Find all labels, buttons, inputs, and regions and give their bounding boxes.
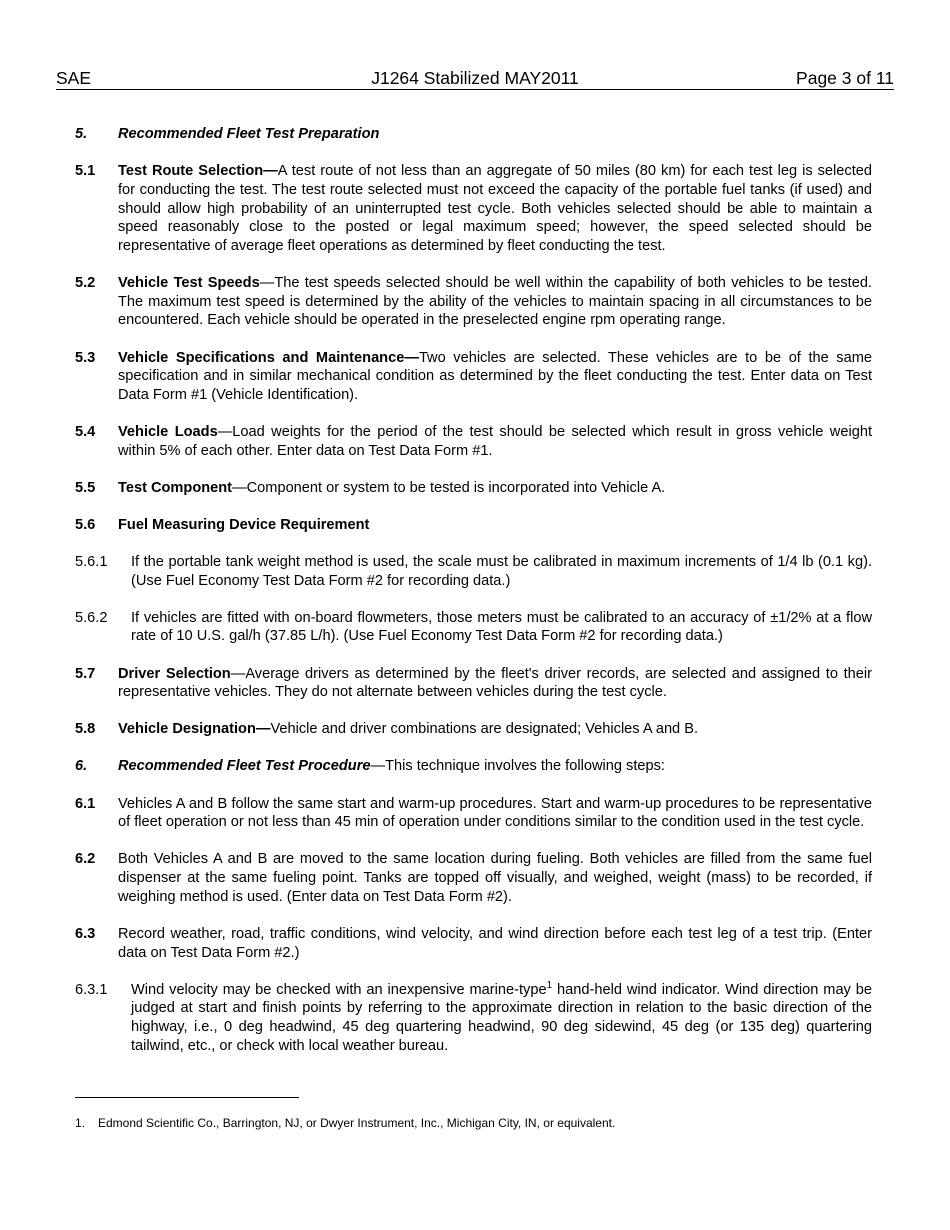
- section-text: Wind velocity may be checked with an inexpensive marine-type: [131, 981, 547, 998]
- section-5-4: [75, 423, 872, 460]
- footnote-number: 1.: [75, 1116, 86, 1130]
- section-6-1: [75, 795, 872, 832]
- section-text: If the portable tank weight method is used, the scale must be calibrated in maximum increments of 1/4 lb (0.1 kg). (Use Fuel Economy Test Data Form #2 for recording data.): [131, 553, 872, 589]
- section-number: 5.7: [75, 665, 96, 682]
- section-5-6: [75, 516, 872, 535]
- section-text: —The test speeds selected should be well within the capability of both vehicles to be tested. The maximum test speed is determined by the ability of the vehicles to maintain spacing in all circumstances to be encountered. Each vehicle should be operated in the preselected engine rpm operating range.: [118, 275, 873, 329]
- section-text: Vehicles A and B follow the same start and warm-up procedures. Start and warm-up procedures to be representative of fleet operation or not less than 45 min of operation under conditions similar to the condition used in the test cycle.: [118, 795, 872, 831]
- section-text: Vehicle and driver combinations are designated; Vehicles A and B.: [270, 721, 699, 738]
- section-number: 5.6.1: [75, 553, 108, 570]
- page-header: [56, 67, 894, 90]
- section-title: Recommended Fleet Test Preparation: [118, 126, 380, 142]
- section-text: —Load weights for the period of the test should be selected which result in gross vehicle weight within 5% of each other. Enter data on Test Data Form #1.: [118, 424, 872, 459]
- header-doc-id: J1264 Stabilized MAY2011: [371, 68, 579, 88]
- section-number: 5.3: [75, 349, 96, 366]
- section-6-3-1: [75, 981, 872, 1056]
- section-title: Driver Selection: [118, 665, 231, 682]
- section-title: Test Route Selection—: [118, 163, 278, 180]
- section-text-continued: hand-held wind indicator. Wind direction may be judged at start and finish points by referring to the approximate direction in relation to the basic direction of the highway, i.e., 0 deg headwind, 45 deg quartering headwind, 90 deg sidewind, 45 deg (or 135 deg) quartering tailwind, etc., or check with local weather bureau.: [131, 981, 872, 1054]
- section-5-7: [75, 665, 872, 702]
- section-number: 5.4: [75, 424, 96, 440]
- section-title: Vehicle Designation—: [118, 721, 271, 738]
- section-number: 6.3: [75, 925, 96, 942]
- section-number: 5.6: [75, 516, 96, 533]
- section-number: 5.6.2: [75, 609, 108, 626]
- section-5-8: [75, 720, 872, 739]
- section-text: —Average drivers as determined by the fleet's driver records, are selected and assigned to their representative vehicles. They do not alternate between vehicles during the test cycle.: [118, 665, 872, 701]
- section-6-2: [75, 850, 872, 906]
- section-title: Vehicle Specifications and Maintenance—: [118, 349, 419, 366]
- footnote-reference: 1: [546, 979, 553, 991]
- section-title: Vehicle Loads: [118, 424, 218, 440]
- section-number: 5.8: [75, 721, 96, 738]
- section-title: Test Component: [118, 479, 233, 496]
- section-5-5: [75, 479, 872, 498]
- section-6-3: [75, 925, 872, 962]
- section-number: 6.2: [75, 851, 96, 868]
- section-text: —Component or system to be tested is incorporated into Vehicle A.: [232, 479, 666, 496]
- header-org: SAE: [56, 68, 92, 88]
- footnote-text: Edmond Scientific Co., Barrington, NJ, or Dwyer Instrument, Inc., Michigan City, IN, or equivalent.: [98, 1116, 616, 1130]
- section-number: 6.: [75, 758, 88, 775]
- section-number: 5.1: [75, 163, 96, 180]
- section-number: 6.1: [75, 795, 96, 812]
- section-number: 6.3.1: [75, 981, 108, 998]
- section-title: Fuel Measuring Device Requirement: [118, 516, 370, 533]
- section-5: [75, 125, 872, 144]
- section-number: 5.: [75, 126, 88, 142]
- header-page-number: Page 3 of 11: [796, 68, 894, 88]
- footnote-divider: [75, 1097, 299, 1098]
- section-title: Recommended Fleet Test Procedure: [118, 758, 371, 775]
- section-5-2: [75, 274, 872, 330]
- section-5-6-2: [75, 609, 872, 646]
- section-text: —This technique involves the following steps:: [370, 758, 665, 775]
- section-text: Two vehicles are selected. These vehicles are to be of the same specification and in similar mechanical condition as determined by the fleet conducting the test. Enter data on Test Data Form #1 (Vehicle Identification).: [118, 349, 872, 403]
- section-6: [75, 757, 872, 776]
- document-body: [75, 125, 872, 1074]
- section-text: If vehicles are fitted with on-board flowmeters, those meters must be calibrated to an accuracy of ±1/2% at a flow rate of 10 U.S. gal/h (37.85 L/h). (Use Fuel Economy Test Data Form #2 for recording data.): [131, 609, 872, 645]
- section-5-3: [75, 349, 872, 405]
- section-5-1: [75, 162, 872, 256]
- section-number: 5.2: [75, 275, 96, 291]
- section-text: A test route of not less than an aggregate of 50 miles (80 km) for each test leg is selected for conducting the test. The test route selected must not exceed the capacity of the portable fuel tanks (if used) and should allow high probability of an uninterrupted test cycle. Both vehicles selected should be able to maintain a speed reasonably close to the posted or legal maximum speed; however, the speed selected should be representative of average fleet operations as determined by fleet conducting the test.: [118, 163, 872, 254]
- section-number: 5.5: [75, 479, 96, 496]
- section-title: Vehicle Test Speeds: [118, 275, 260, 291]
- section-5-6-1: [75, 553, 872, 590]
- footnote: [75, 1116, 872, 1131]
- section-text: Both Vehicles A and B are moved to the same location during fueling. Both vehicles are filled from the same fuel dispenser at the same fueling point. Tanks are topped off visually, and weighed, weight (mass) to be recorded, if weighing method is used. (Enter data on Test Data Form #2).: [118, 851, 872, 905]
- section-text: Record weather, road, traffic conditions, wind velocity, and wind direction before each test leg of a test trip. (Enter data on Test Data Form #2.): [118, 925, 872, 961]
